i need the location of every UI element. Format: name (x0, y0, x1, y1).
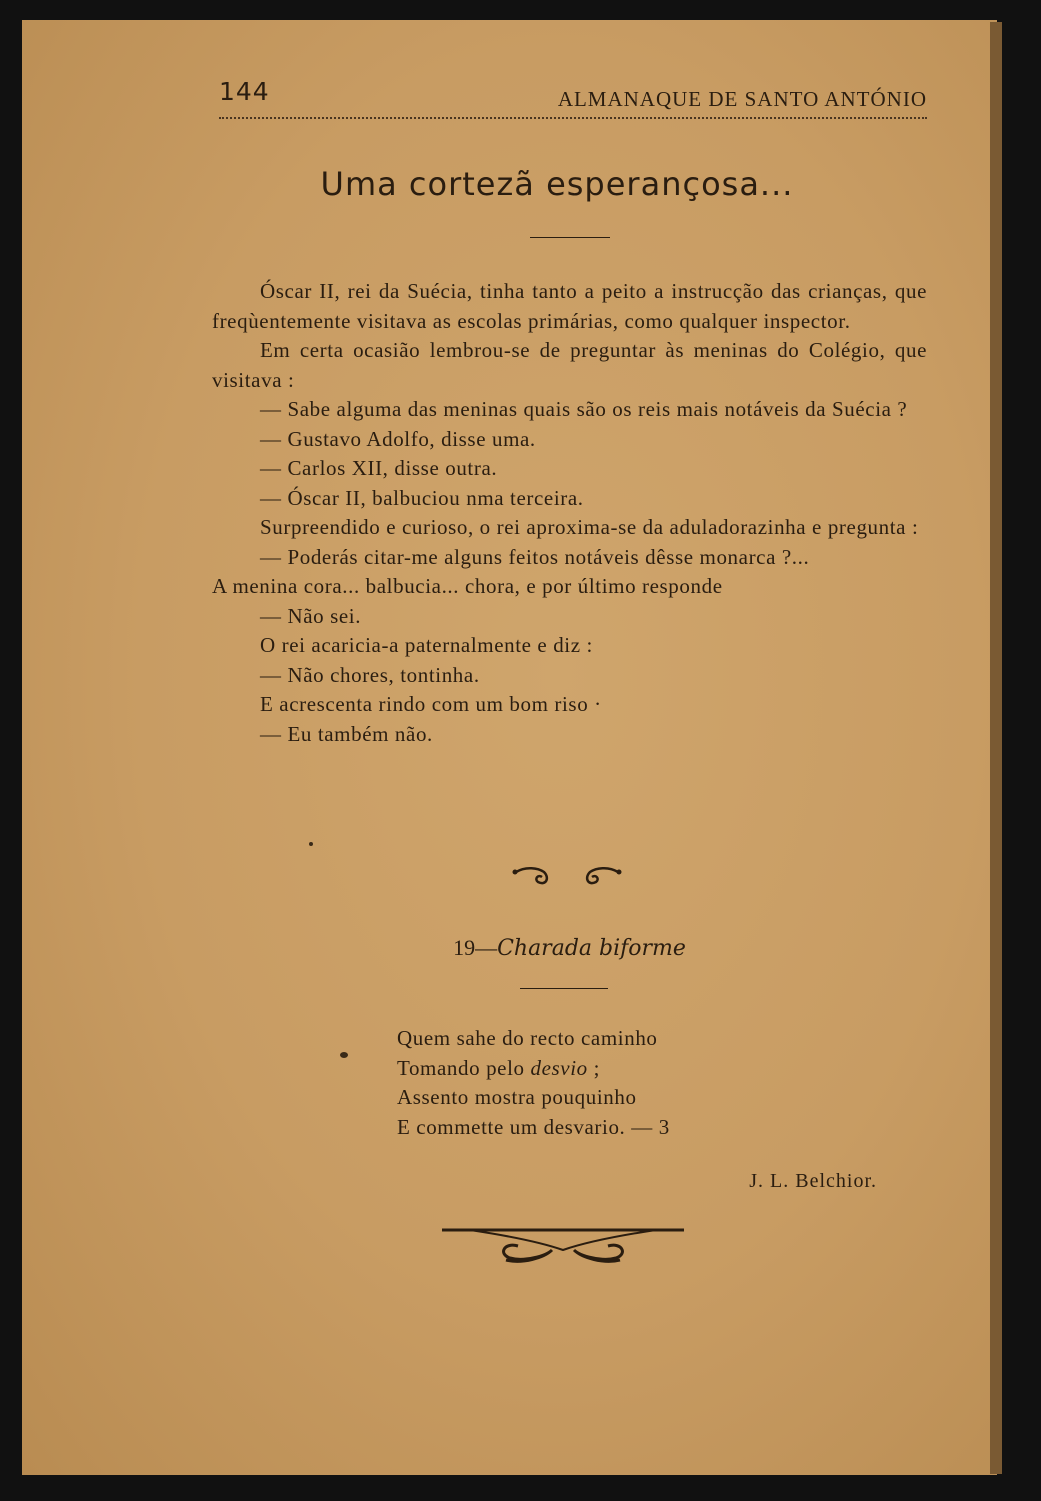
charade-number: 19— (453, 935, 498, 960)
author-signature: J. L. Belchior. (749, 1170, 877, 1192)
verse-italic-word: desvio (530, 1055, 588, 1080)
paragraph: — Gustavo Adolfo, disse uma. (260, 426, 536, 451)
verse-line: E commette um desvario. — 3 (397, 1114, 670, 1139)
paragraph: A menina cora... balbucia... chora, e por último responde (212, 574, 723, 598)
section-ornament (512, 860, 622, 894)
page-number: 144 (219, 77, 270, 106)
paragraph: E acrescenta rindo com um bom riso · (260, 692, 602, 716)
charade-rule (520, 988, 608, 989)
paragraph: — Poderás citar-me alguns feitos notáveis dêsse monarca ?... (260, 544, 810, 569)
page-header (219, 77, 927, 119)
paragraph: Óscar II, rei da Suécia, tinha tanto a peito a instrucção das crianças, que freqùentemente visitava as escolas primárias, como qualquer inspector. (212, 279, 927, 333)
charade-heading (22, 935, 997, 961)
ink-speck (340, 1052, 348, 1058)
article-body (212, 277, 927, 749)
verse-line: Quem sahe do recto caminho (397, 1026, 658, 1050)
charade-verse (397, 1024, 670, 1142)
paragraph: — Carlos XII, disse outra. (260, 456, 498, 480)
end-ornament (440, 1220, 686, 1272)
verse-text: ; (587, 1055, 601, 1080)
paragraph: — Não chores, tontinha. (260, 662, 480, 687)
paragraph: Surpreendido e curioso, o rei aproxima-se da aduladorazinha e pregunta : (260, 515, 919, 539)
article-title: Uma cortezã esperançosa... (320, 165, 794, 203)
book-page (22, 20, 997, 1475)
paragraph: — Óscar II, balbuciou nma terceira. (260, 485, 584, 510)
ink-speck (309, 842, 313, 846)
charade-title: Charada biforme (497, 936, 686, 961)
paragraph: — Não sei. (260, 603, 362, 628)
paragraph: — Eu também não. (260, 721, 433, 746)
paragraph: Em certa ocasião lembrou-se de preguntar às meninas do Colégio, que visitava : (212, 338, 927, 392)
page-edge (990, 22, 1002, 1474)
paragraph: O rei acaricia-a paternalmente e diz : (260, 633, 593, 657)
verse-text: Tomando pelo (397, 1055, 531, 1080)
verse-line: Assento mostra pouquinho (397, 1085, 637, 1109)
running-head: ALMANAQUE DE SANTO ANTÓNIO (557, 87, 927, 111)
paragraph: — Sabe alguma das meninas quais são os reis mais notáveis da Suécia ? (260, 397, 908, 421)
title-rule (530, 237, 610, 238)
verse-line (397, 1054, 670, 1084)
